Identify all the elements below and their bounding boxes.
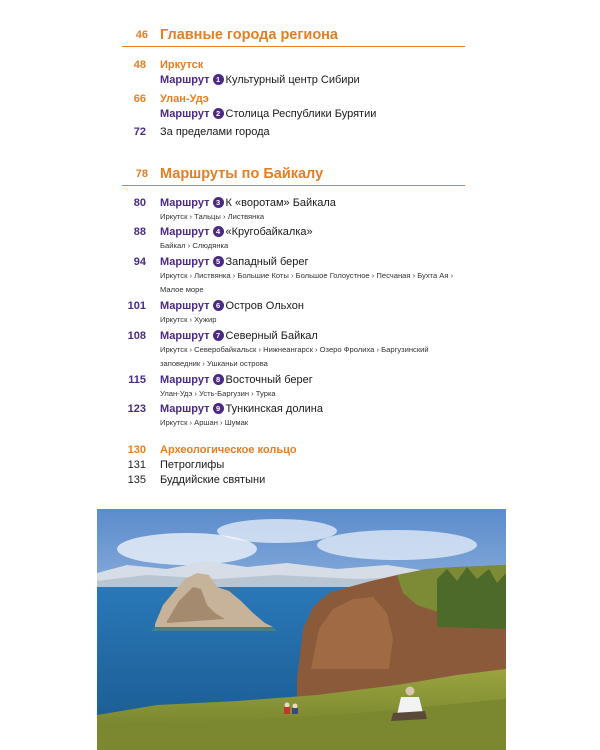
route-label: Маршрут — [160, 197, 210, 209]
route-line-2[interactable] — [160, 106, 376, 122]
route-label: Маршрут — [160, 374, 210, 386]
route-title: К «воротам» Байкала — [225, 197, 336, 209]
entry-title: Буддийские святыни — [160, 474, 266, 486]
section-header-cities — [0, 23, 600, 47]
route-number-badge: 3 — [213, 197, 224, 208]
entry-page-number: 88 — [133, 226, 146, 238]
entry-page-number: 80 — [133, 197, 146, 209]
route-title: Северный Байкал — [225, 330, 318, 342]
section-header-baikal — [0, 162, 600, 186]
route-number-badge: 5 — [213, 256, 224, 267]
entry-page-number: 48 — [133, 59, 146, 71]
entry-title: Петроглифы — [160, 459, 225, 471]
entry-page-number: 108 — [127, 330, 146, 342]
route-label: Маршрут — [160, 300, 210, 312]
route-title: Западный берег — [225, 256, 309, 268]
route-title: Культурный центр Сибири — [225, 74, 360, 86]
route-stops: Иркутск › Хужир — [160, 315, 217, 324]
route-title: Восточный берег — [225, 374, 313, 386]
route-number-badge: 7 — [213, 330, 224, 341]
section-divider — [122, 46, 465, 47]
route-number-badge: 4 — [213, 226, 224, 237]
route-label: Маршрут — [160, 403, 210, 415]
route-stops: Байкал › Слюдянка — [160, 241, 229, 250]
entry-page-number: 123 — [127, 403, 146, 415]
entry-page-number: 115 — [128, 374, 146, 386]
route-line-1[interactable] — [160, 72, 360, 88]
route-label: Маршрут — [160, 226, 210, 238]
section-page-number: 78 — [135, 168, 148, 180]
route-label: Маршрут — [160, 330, 210, 342]
entry-page-number: 72 — [133, 126, 146, 138]
baikal-landscape-photo — [97, 509, 506, 750]
route-label: Маршрут — [160, 256, 210, 268]
route-title: Столица Республики Бурятии — [225, 108, 377, 120]
route-stops: Иркутск › Тальцы › Листвянка — [160, 212, 265, 221]
route-number-badge: 1 — [213, 74, 224, 85]
entry-page-number: 94 — [133, 256, 146, 268]
route-stops-continued: заповедник › Ушканьи острова — [160, 359, 268, 368]
entry-page-number: 66 — [133, 93, 146, 105]
route-label: Маршрут — [160, 108, 210, 120]
route-stops: Иркутск › Аршан › Шумак — [160, 418, 249, 427]
section-divider — [122, 185, 465, 186]
route-number-badge: 6 — [213, 300, 224, 311]
route-stops: Иркутск › Северобайкальск › Нижнеангарск › Озеро Фролиха › Баргузинский — [160, 345, 429, 354]
section-title: Маршруты по Байкалу — [160, 166, 324, 182]
route-title: «Кругобайкалка» — [225, 226, 313, 238]
route-label: Маршрут — [160, 74, 210, 86]
entry-city: Иркутск — [160, 59, 204, 71]
entry-page-number: 131 — [127, 459, 146, 471]
section-title: Главные города региона — [160, 27, 339, 43]
entry-title: Археологическое кольцо — [160, 444, 297, 456]
route-number-badge: 2 — [213, 108, 224, 119]
route-number-badge: 8 — [213, 374, 224, 385]
route-stops: Иркутск › Листвянка › Большие Коты › Большое Голоустное › Песчаная › Бухта Ая › — [160, 271, 454, 280]
entry-page-number: 101 — [127, 300, 146, 312]
entry-city: Улан-Удэ — [160, 93, 209, 105]
section-page-number: 46 — [135, 29, 148, 41]
entry-title: За пределами города — [160, 126, 270, 138]
entry-page-number: 135 — [127, 474, 146, 486]
entry-page-number: 130 — [127, 444, 146, 456]
route-stops: Улан-Удэ › Усть-Баргузин › Турка — [160, 389, 276, 398]
route-title: Тункинская долина — [225, 403, 323, 415]
route-stops-continued: Малое море — [160, 285, 204, 294]
route-number-badge: 9 — [213, 403, 224, 414]
route-title: Остров Ольхон — [225, 300, 304, 312]
